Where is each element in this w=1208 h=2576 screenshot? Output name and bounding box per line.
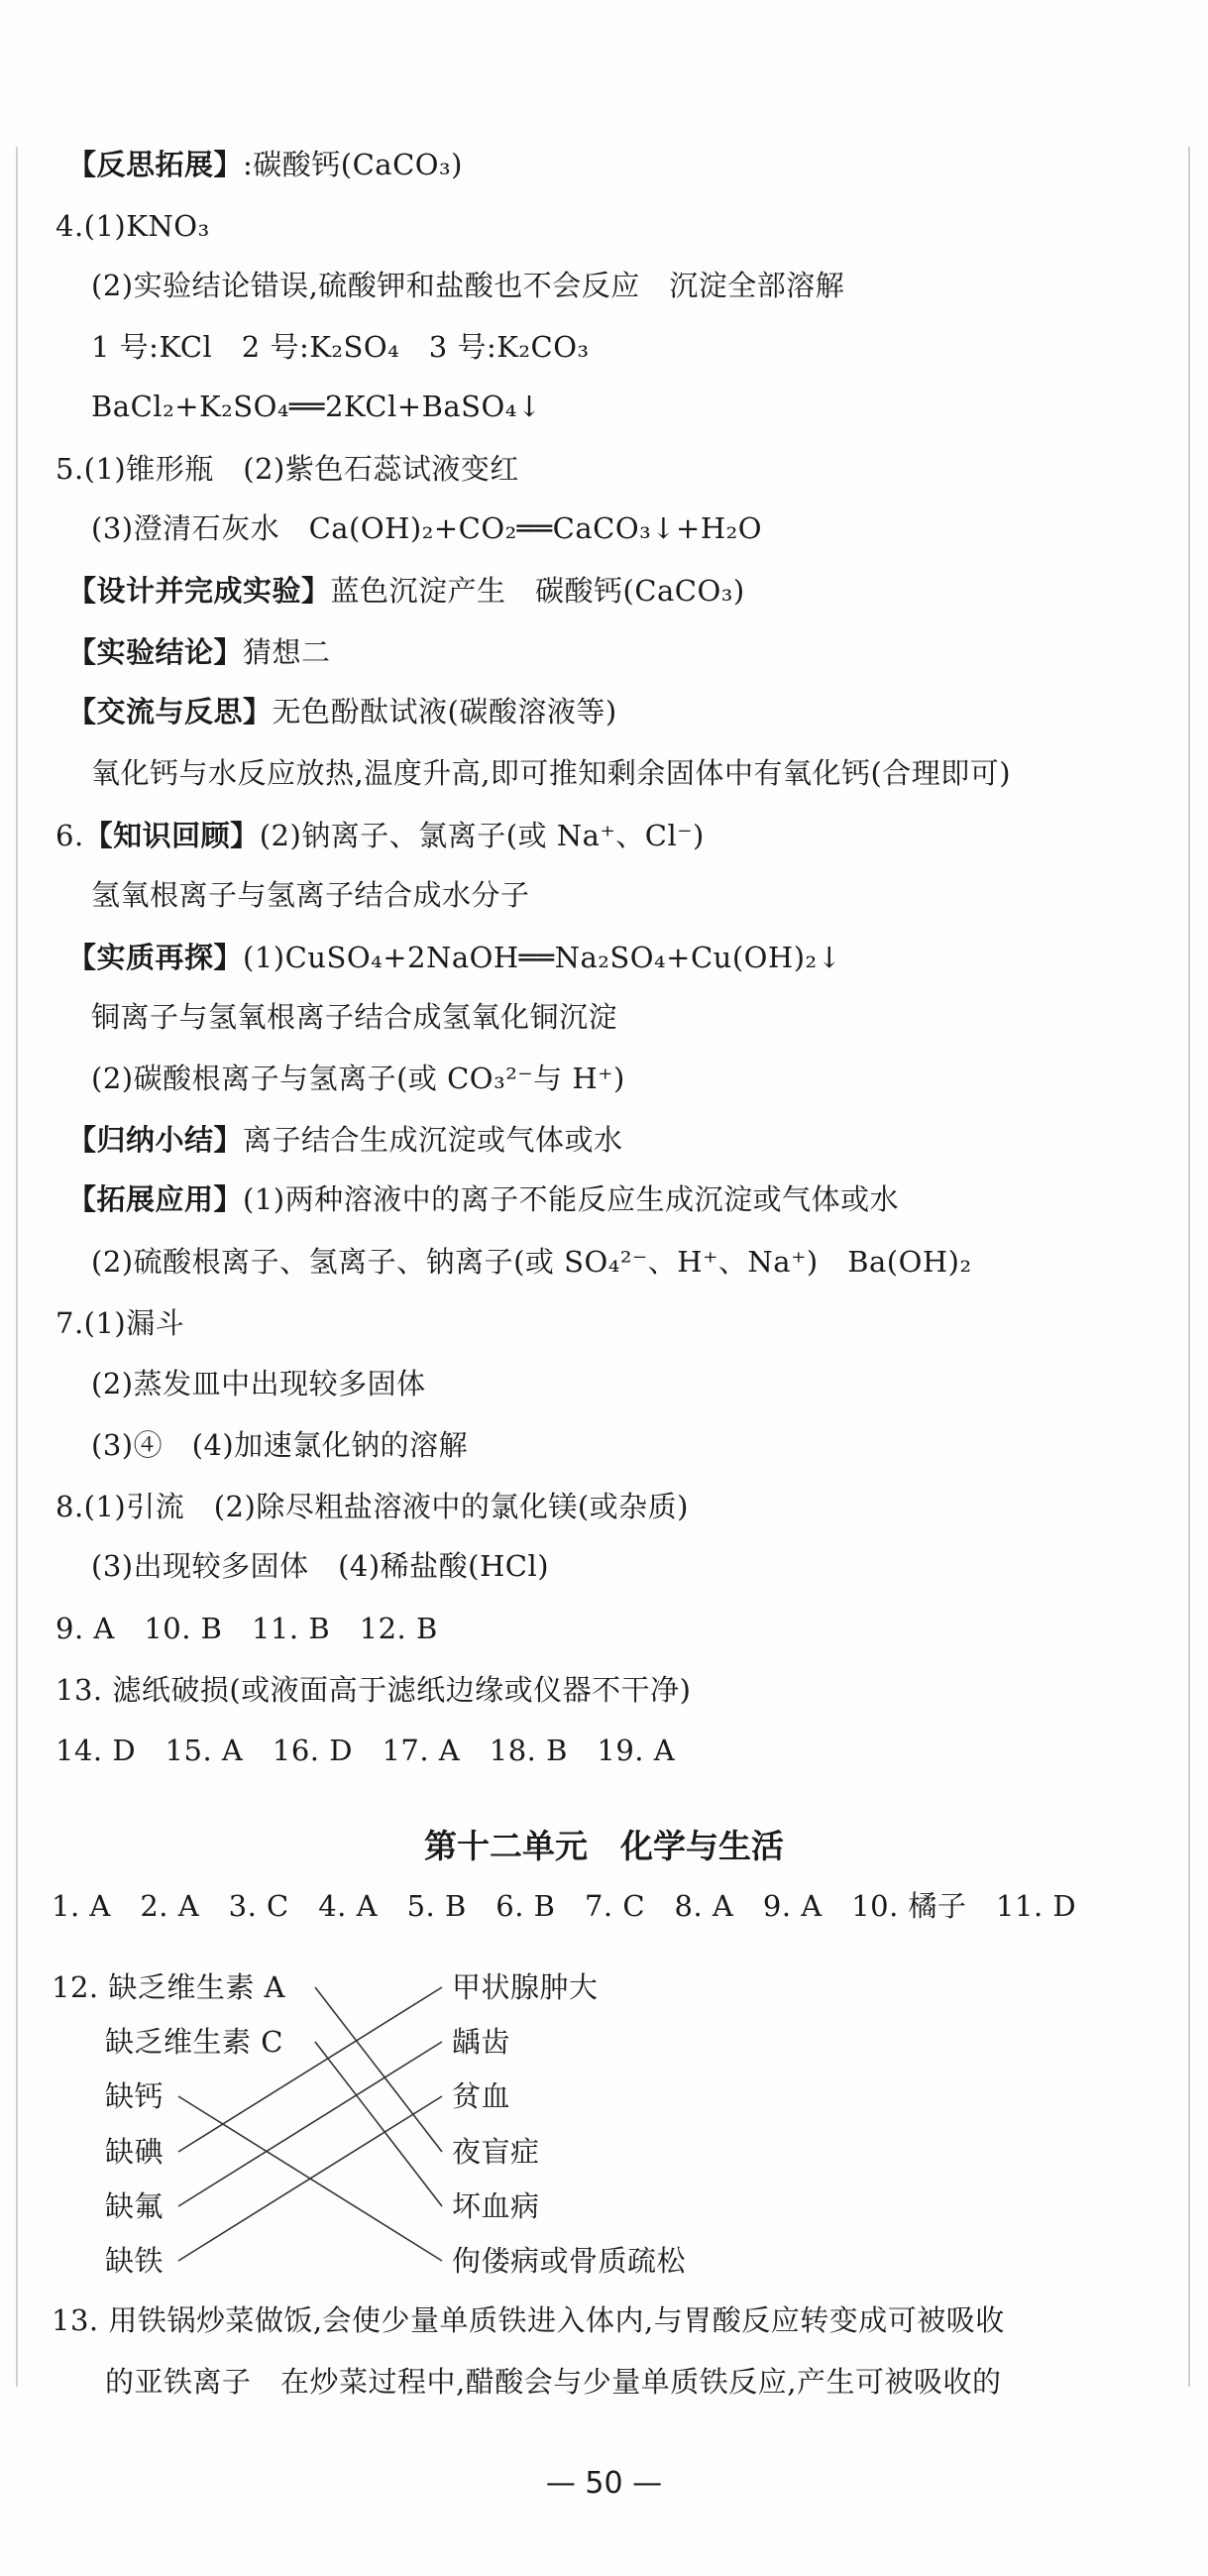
- answer-text: 1. A 2. A 3. C 4. A 5. B 6. B 7. C 8. A 9. A 10. 橘子 11. D: [52, 1889, 1077, 1923]
- answer-text: 8.(1)引流 (2)除尽粗盐溶液中的氯化镁(或杂质): [55, 1490, 689, 1523]
- answer-text: 14. D 15. A 16. D 17. A 18. B 19. A: [55, 1734, 676, 1767]
- section-tag: 【实质再探】: [67, 941, 244, 974]
- answer-text: 蓝色沉淀产生 碳酸钙(CaCO₃): [330, 574, 745, 608]
- answer-text: 13. 用铁锅炒菜做饭,会使少量单质铁进入体内,与胃酸反应转变成可被吸收: [52, 2303, 1005, 2337]
- answer-text: 缺铁: [105, 2244, 165, 2278]
- answer-text: 铜离子与氢氧根离子结合成氢氧化铜沉淀: [91, 1000, 618, 1034]
- answer-text: 缺钙: [105, 2079, 165, 2113]
- answer-text: 13. 滤纸破损(或液面高于滤纸边缘或仪器不干净): [55, 1673, 692, 1707]
- answer-text: (1)CuSO₄+2NaOH══Na₂SO₄+Cu(OH)₂↓: [243, 941, 842, 974]
- match-line: [178, 2042, 442, 2206]
- section-tag: 【知识回顾】: [83, 819, 260, 852]
- answer-text: 龋齿: [452, 2025, 511, 2059]
- answer-text: 佝偻病或骨质疏松: [452, 2244, 687, 2278]
- match-line: [178, 1987, 442, 2152]
- answer-text: 无色酚酞试液(碳酸溶液等): [272, 695, 617, 728]
- section-tag: 【设计并完成实验】: [67, 574, 331, 608]
- answer-text: 氧化钙与水反应放热,温度升高,即可推知剩余固体中有氧化钙(合理即可): [91, 756, 1012, 790]
- answer-text: 氢氧根离子与氢离子结合成水分子: [91, 878, 530, 912]
- answer-text: 缺碘: [105, 2135, 165, 2169]
- answer-text: 的亚铁离子 在炒菜过程中,醋酸会与少量单质铁反应,产生可被吸收的: [105, 2365, 1002, 2399]
- answer-text: (2)硫酸根离子、氢离子、钠离子(或 SO₄²⁻、H⁺、Na⁺) Ba(OH)₂: [91, 1245, 972, 1279]
- answer-text: BaCl₂+K₂SO₄══2KCl+BaSO₄↓: [91, 390, 542, 423]
- answer-text: 夜盲症: [452, 2135, 540, 2169]
- section-tag: 【交流与反思】: [67, 695, 273, 728]
- answer-text: 贫血: [452, 2079, 511, 2113]
- answer-text: 4.(1)KNO₃: [55, 209, 210, 243]
- answer-text: 离子结合生成沉淀或气体或水: [243, 1123, 623, 1157]
- answer-text: (1)两种溶液中的离子不能反应生成沉淀或气体或水: [243, 1182, 900, 1216]
- answer-text: 1 号:KCl 2 号:K₂SO₄ 3 号:K₂CO₃: [91, 330, 590, 364]
- match-line: [315, 1987, 442, 2152]
- answer-text: (2)钠离子、氯离子(或 Na⁺、Cl⁻): [259, 819, 705, 852]
- answer-text: 6.: [55, 819, 84, 852]
- section-tag: 【反思拓展】: [67, 148, 244, 181]
- answer-text: 缺氟: [105, 2189, 165, 2223]
- page-number: — 50 —: [545, 2466, 663, 2501]
- section-tag: 【归纳小结】: [67, 1123, 244, 1157]
- answer-text: (3)④ (4)加速氯化钠的溶解: [91, 1428, 469, 1462]
- answer-text: (3)出现较多固体 (4)稀盐酸(HCl): [91, 1549, 550, 1583]
- answer-text: 缺乏维生素 C: [105, 2025, 283, 2059]
- answer-text: (2)实验结论错误,硫酸钾和盐酸也不会反应 沉淀全部溶解: [91, 269, 845, 302]
- section-tag: 【拓展应用】: [67, 1182, 244, 1216]
- answer-text: (2)蒸发皿中出现较多固体: [91, 1367, 426, 1400]
- answer-text: 猜想二: [243, 635, 331, 669]
- match-line: [315, 2042, 442, 2206]
- answer-text: (2)碳酸根离子与氢离子(或 CO₃²⁻与 H⁺): [91, 1062, 625, 1095]
- answer-text: 甲状腺肿大: [452, 1970, 599, 2004]
- answer-text: 12. 缺乏维生素 A: [52, 1970, 285, 2004]
- answer-text: 9. A 10. B 11. B 12. B: [55, 1612, 438, 1645]
- answer-text: :碳酸钙(CaCO₃): [243, 148, 463, 181]
- answer-text: (3)澄清石灰水 Ca(OH)₂+CO₂══CaCO₃↓+H₂O: [91, 511, 763, 545]
- answer-text: 7.(1)漏斗: [55, 1306, 185, 1340]
- answer-text: 坏血病: [452, 2189, 540, 2223]
- unit-heading: 第十二单元 化学与生活: [424, 1827, 784, 1865]
- answer-text: 5.(1)锥形瓶 (2)紫色石蕊试液变红: [55, 452, 519, 486]
- section-tag: 【实验结论】: [67, 635, 244, 669]
